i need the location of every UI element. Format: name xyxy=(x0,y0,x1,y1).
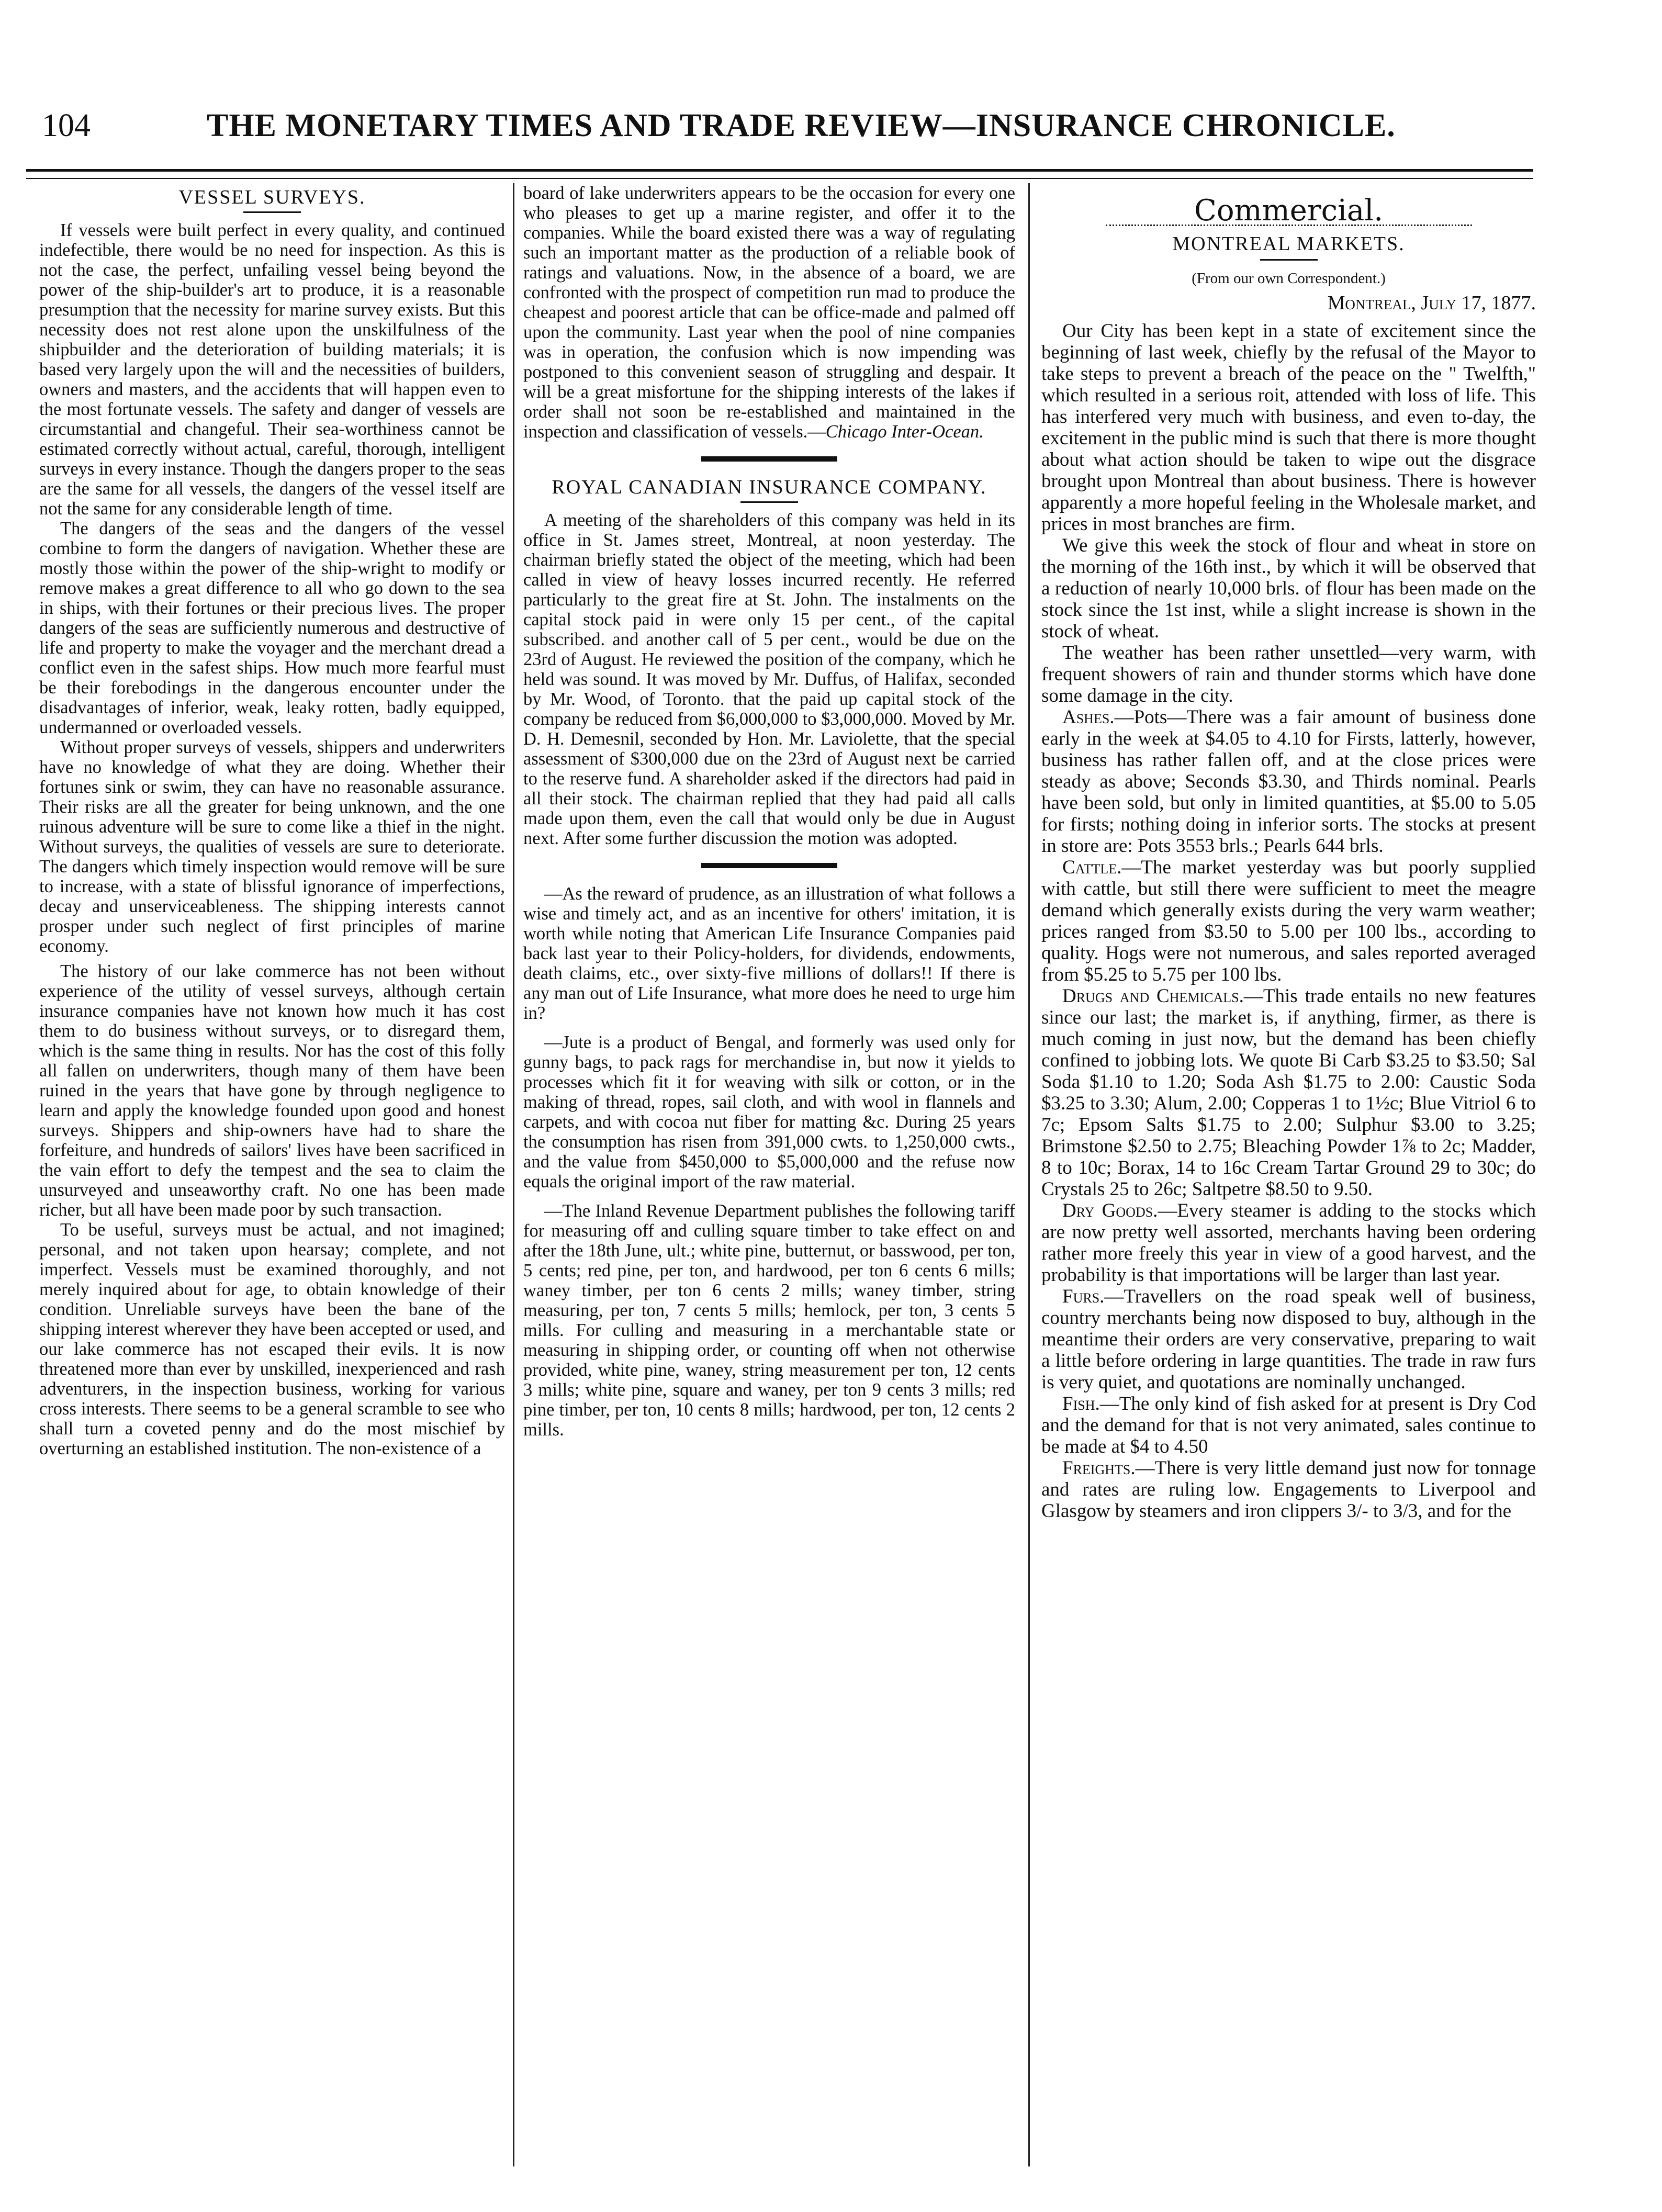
paragraph: Our City has been kept in a state of excitement since the beginning of last week, chiefly by the refusal of the Mayor to take steps to prevent a breach of the peace on the " Twelfth," which resulted in a serious roit, attended with loss of life. This has interfered very much with business, and even to-day, the excitement in the public mind is such that there is more thought about what action should be taken to wipe out the disgrace brought upon Montreal than about business. There is however apparently a more hopeful feeling in the Wholesale market, and prices in most branches are firm. xyxy=(1041,320,1536,535)
column-divider xyxy=(1028,183,1030,2166)
dateline: Montreal, July 17, 1877. xyxy=(1327,292,1536,314)
entry-text: —This trade entails no new features since our last; the market is, if anything, firmer, as there is much coming in just now, but the demand has been chiefly confined to jobbing lots. We quote Bi Carb $3.25 to $3.50; Sal Soda $1.10 to 1.20; Soda Ash $1.75 to 2.00: Caustic Soda $3.25 to 3.30; Alum, 2.00; Copperas 1 to 1½c; Blue Vitriol 6 to 7c; Epsom Salts $1.75 to 2.00; Sulphur $3.00 to 3.25; Brimstone $2.50 to 2.75; Bleaching Powder 1⅞ to 2c; Madder, 8 to 10c; Borax, 14 to 16c Cream Tartar Ground 29 to 30c; do Crystals 25 to 26c; Saltpetre $8.50 to 9.50. xyxy=(1041,985,1536,1200)
entry-label: Ashes. xyxy=(1062,706,1115,728)
market-entry-fish xyxy=(1041,1393,1536,1457)
market-entry-furs xyxy=(1041,1286,1536,1393)
heading-rule xyxy=(243,211,301,213)
column-vessel-surveys xyxy=(39,183,505,1458)
paragraph: —Jute is a product of Bengal, and formerly was used only for gunny bags, to pack rags for merchandise in, but now it yields to processes which fit it for weaving with silk or cotton, or in the making of thread, ropes, sail cloth, and with wool in flannels and carpets, and with cocoa nut fiber for matting &c. During 25 years the consumption has risen from 391,000 cwts. to 1,250,000 cwts., and the value from $450,000 to $5,000,000 and the refuse now equals the original import of the raw material. xyxy=(523,1032,1015,1192)
paragraph: —As the reward of prudence, as an illustration of what follows a wise and timely act, and as an incentive for others' imitation, it is worth while noting that American Life Insurance Companies paid back last year to their Policy-holders, for dividends, endowments, death claims, etc., over sixty-five millions of dollars!! If there is any man out of Life Insurance, what more does he need to urge him in? xyxy=(523,884,1015,1023)
correspondent-credit: (From our own Correspondent.) xyxy=(1192,270,1386,287)
market-entry-dry-goods xyxy=(1041,1200,1536,1286)
running-title: THE MONETARY TIMES AND TRADE REVIEW—INSURANCE CHRONICLE. xyxy=(207,108,1396,143)
entry-text: —The market yesterday was but poorly supplied with cattle, but still there were sufficient to meet the meagre demand which generally exists during the very warm weather; prices ranged from $3.50 to 5.00 per 100 lbs., according to quality. Hogs were not numerous, and sales reported averaged from $5.25 to 5.75 per 100 lbs. xyxy=(1041,857,1536,985)
paragraph-text: board of lake underwriters appears to be the occasion for every one who pleases to get up a marine register, and offer it to the companies. While the board existed there was a way of regulating such an important matter as the production of a reliable book of ratings and valuations. Now, in the absence of a board, we are confronted with the prospect of competition run mad to produce the cheapest and poorest article that can be office-made and palmed off upon the community. Last year when the pool of nine companies was in operation, the confusion which is now impending was postponed to this convenient season of struggling and despair. It will be a great misfortune for the shipping interests of the lakes if order shall not soon be re-established and maintained in the inspection and classification of vessels.— xyxy=(523,183,1015,442)
section-title: Commercial. xyxy=(1194,194,1384,228)
entry-label: Freights. xyxy=(1062,1457,1136,1479)
paragraph: We give this week the stock of flour and wheat in store on the morning of the 16th inst., by which it will be observed that a reduction of nearly 10,000 brls. of flour has been made on the stock since the 1st inst, while a slight increase is shown in the stock of wheat. xyxy=(1041,535,1536,642)
entry-label: Furs. xyxy=(1062,1286,1105,1307)
column-divider xyxy=(513,183,514,2166)
paragraph: The dangers of the seas and the dangers of the vessel combine to form the dangers of navigation. Whether these are mostly those within the power of the ship-wright to modify or remove makes a great difference to all who go down to the sea in ships, with their fortunes or their precious lives. The proper dangers of the seas are sufficiently numerous and destructive of life and property to make the voyager and the merchant dread a conflict even in the safest ships. How much more fearful must be their forebodings in the dangerous encounter under the disadvantages of inferior, weak, leaky rotten, badly equipped, undermanned or overloaded vessels. xyxy=(39,519,505,737)
entry-label: Cattle. xyxy=(1062,857,1122,878)
entry-label: Drugs and Chemicals. xyxy=(1062,985,1244,1007)
column-commercial xyxy=(1041,183,1536,1522)
entry-text: —Every steamer is adding to the stocks which are now pretty well assorted, merchants having been ordering rather more freely this year in view of a good harvest, and the probability is that importations will be larger than last year. xyxy=(1041,1200,1536,1286)
entry-text: —Travellers on the road speak well of business, country merchants being now disposed to buy, although in the meantime their orders are very conservative, preparing to wait a little before ordering in large quantities. The trade in raw furs is very quiet, and quotations are nominally unchanged. xyxy=(1041,1286,1536,1393)
paragraph: If vessels were built perfect in every quality, and continued indefectible, there would be no need for inspection. As this is not the case, the perfect, unfailing vessel being beyond the power of the ship-builder's art to produce, it is a reasonable presumption that the necessity for marine survey exists. But this necessity does not rest alone upon the unskilfulness of the shipbuilder and the deterioration of building materials; it is based very largely upon the will and the necessities of builders, owners and masters, and the accidents that will happen even to the most fortunate vessels. The safety and danger of vessels are circumstantial and changeful. Their sea-worthiness cannot be estimated correctly without actual, careful, thorough, intelligent surveys in every instance. Though the dangers proper to the seas are the same for all vessels, the dangers of the vessel itself are not the same for any considerable length of time. xyxy=(39,220,505,519)
entry-label: Fish. xyxy=(1062,1393,1100,1414)
paragraph: The weather has been rather unsettled—very warm, with frequent showers of rain and thunder storms which have done some damage in the city. xyxy=(1041,642,1536,706)
page-header xyxy=(21,107,1539,160)
paragraph: Without proper surveys of vessels, shippers and underwriters have no knowledge of what they are doing. Whether their fortunes sink or swim, they can have no reasonable assurance. Their risks are all the greater for being unknown, and the one ruinous adventure will be sure to come like a thief in the night. Without surveys, the qualities of vessels are sure to deteriorate. The dangers which timely inspection would remove will be sure to increase, with a state of blissful ignorance of imperfections, decay and unserviceableness. The shipping interests cannot prosper under such neglect of first principles of marine economy. xyxy=(39,737,505,956)
article-heading: MONTREAL MARKETS. xyxy=(1172,233,1405,255)
market-entry-drugs xyxy=(1041,985,1536,1200)
paragraph xyxy=(523,183,1015,442)
article-heading: ROYAL CANADIAN INSURANCE COMPANY. xyxy=(552,476,987,498)
source-credit: Chicago Inter-Ocean. xyxy=(825,422,984,442)
paragraph: The history of our lake commerce has not been without experience of the utility of vessel surveys, although certain insurance companies have not known how much it has cost them to do business without surveys, or to disregard them, which is the same thing in results. Nor has the cost of this folly all fallen on underwriters, though many of them have been ruined in the years that have gone by through negligence to learn and apply the knowledge founded upon good and honest surveys. Shippers and ship-owners have had to share the forfeiture, and hundreds of sailors' lives have been sacrificed in the vain effort to defy the tempest and the sea to claim the unsurveyed and unseaworthy craft. No one has been made richer, but all have been made poor by such transaction. xyxy=(39,961,505,1220)
entry-text: —The only kind of fish asked for at present is Dry Cod and the demand for that is not very animated, sales continue to be made at $4 to 4.50 xyxy=(1041,1393,1536,1457)
market-entry-freights xyxy=(1041,1457,1536,1522)
column-middle xyxy=(523,183,1015,1440)
paragraph: —The Inland Revenue Department publishes the following tariff for measuring off and culling square timber to take effect on and after the 18th June, ult.; white pine, butternut, or basswood, per ton, 5 cents; red pine, per ton, and hardwood, per ton 6 cents 6 mills; waney timber, per ton 6 cents 2 mills; waney timber, string measuring, per ton, 7 cents 5 mills; hemlock, per ton, 3 cents 5 mills. For culling and measuring in a merchantable state or measuring in shipping order, or counting off when not otherwise provided, white pine, waney, string measurement per ton, 12 cents 3 mills; white pine, square and waney, per ton 9 cents 3 mills; red pine timber, per ton, 10 cents 8 mills; hardwood, per ton, 12 cents 2 mills. xyxy=(523,1201,1015,1440)
market-entry-cattle xyxy=(1041,857,1536,985)
section-rule xyxy=(701,456,837,462)
page-number: 104 xyxy=(42,108,91,143)
heading-rule xyxy=(1260,259,1318,261)
entry-text: —Pots—There was a fair amount of business done early in the week at $4.05 to 4.10 for Firsts, latterly, however, business has rather fallen off, and at the close prices were steady as above; Seconds $3.30, and Thirds nominal. Pearls have been sold, but only in limited quantities, at $5.00 to 5.05 for firsts; nothing doing in inferior sorts. The stocks at present in store are: Pots 3553 brls.; Pearls 644 brls. xyxy=(1041,706,1536,857)
paragraph: A meeting of the shareholders of this company was held in its office in St. James street, Montreal, at noon yesterday. The chairman briefly stated the object of the meeting, which had been called in view of heavy losses incurred recently. He referred particularly to the great fire at St. John. The instalments on the capital stock paid in were only 15 per cent., of the capital subscribed. and another call of 5 per cent., would be due on the 23rd of August. He reviewed the position of the company, which he held was sound. It was moved by Mr. Duffus, of Halifax, seconded by Mr. Wood, of Toronto. that the paid up capital stock of the company be reduced from $6,000,000 to $3,000,000. Moved by Mr. D. H. Demesnil, seconded by Hon. Mr. Laviolette, that the special assessment of $300,000 due on the 23rd of August next be carried to the reserve fund. A shareholder asked if the directors had paid in all their stock. The chairman replied that they had paid all calls made upon them, even the call that would only be due in August next. After some further discussion the motion was adopted. xyxy=(523,510,1015,848)
entry-text: —There is very little demand just now for tonnage and rates are ruling low. Engagements to Liverpool and Glasgow by steamers and iron clippers 3/- to 3/3, and for the xyxy=(1041,1457,1536,1522)
heading-rule xyxy=(740,501,798,503)
paragraph: To be useful, surveys must be actual, and not imagined; personal, and not taken upon hearsay; complete, and not imperfect. Vessels must be examined thoroughly, and not merely inquired about for age, to obtain knowledge of their condition. Unreliable surveys have been the bane of the shipping interest wherever they have been accepted or used, and our lake commerce has not escaped their evils. It is now threatened more than ever by unskilled, inexperienced and rash adventurers, in the inspection business, working for various cross interests. There seems to be a general scramble to see who shall turn a coveted penny and do the most mischief by overturning an established institution. The non-existence of a xyxy=(39,1220,505,1458)
article-heading: VESSEL SURVEYS. xyxy=(178,186,366,208)
market-entry-ashes xyxy=(1041,706,1536,857)
section-rule xyxy=(701,863,837,868)
header-rule-thin xyxy=(26,178,1533,179)
entry-label: Dry Goods. xyxy=(1062,1200,1158,1221)
header-rule xyxy=(26,169,1533,172)
